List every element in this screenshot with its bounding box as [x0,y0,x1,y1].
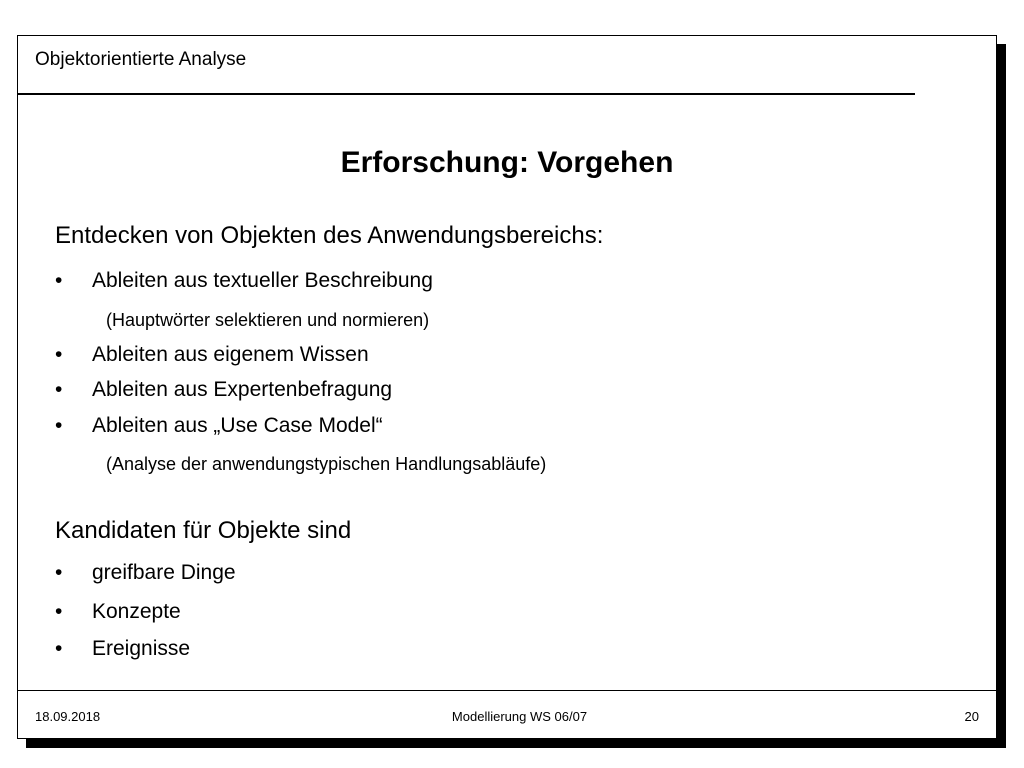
list-item-note: (Hauptwörter selektieren und normieren) [106,310,430,330]
section-heading-objects: Entdecken von Objekten des Anwendungsbereichs: [55,222,604,249]
list-item-text: Ableiten aus „Use Case Model“ [92,414,383,437]
footer-course: Modellierung WS 06/07 [451,709,588,724]
page-number: 20 [964,709,979,724]
list-item-text: Ableiten aus Expertenbefragung [92,378,393,401]
bullet-icon: • [55,561,63,584]
list-item-text: Ereignisse [92,637,191,660]
footer-rule [18,690,996,691]
bullet-icon: • [55,637,63,660]
header-rule [18,93,915,95]
section-heading-candidates: Kandidaten für Objekte sind [55,517,352,544]
slide [17,35,997,739]
page-title: Erforschung: Vorgehen [340,146,674,179]
list-item-text: greifbare Dinge [92,561,236,584]
footer-date: 18.09.2018 [35,709,101,724]
list-item-text: Konzepte [92,600,181,623]
bullet-icon: • [55,600,63,623]
header-title: Objektorientierte Analyse [35,49,247,70]
list-item-text: Ableiten aus eigenem Wissen [92,343,369,366]
bullet-icon: • [55,343,63,366]
bullet-icon: • [55,378,63,401]
list-item-note: (Analyse der anwendungstypischen Handlungsabläufe) [106,454,547,474]
bullet-icon: • [55,269,63,292]
bullet-icon: • [55,414,63,437]
list-item-text: Ableiten aus textueller Beschreibung [92,269,433,292]
